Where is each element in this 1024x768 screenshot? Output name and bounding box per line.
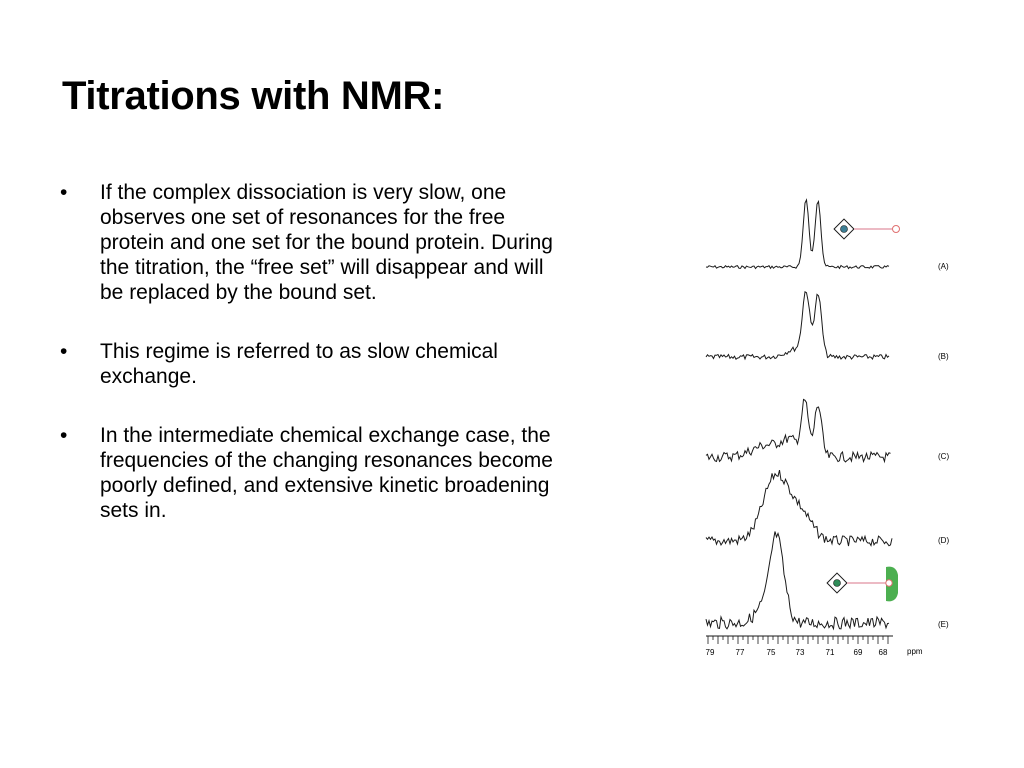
- axis-tick-label: 73: [795, 648, 805, 657]
- spectrum-label-e: (E): [938, 620, 949, 629]
- axis-tick-label: 71: [825, 648, 835, 657]
- bullet-line: If the complex dissociation is very slow, one: [100, 181, 507, 204]
- spectrum-trace-d: [706, 470, 892, 546]
- ppm-axis: [706, 636, 923, 657]
- nmr-spectra-svg: [696, 185, 976, 665]
- bullet-item: [60, 180, 660, 305]
- spectrum-label-d: (D): [938, 536, 950, 545]
- axis-tick-label: 77: [735, 648, 745, 657]
- bullet-dot: •: [60, 424, 68, 447]
- bullet-list: [60, 180, 660, 557]
- bullet-line: In the intermediate chemical exchange case, the: [100, 424, 551, 447]
- spectrum-label-c: (C): [938, 452, 950, 461]
- bullet-line: poorly defined, and extensive kinetic broadening: [100, 474, 550, 497]
- bullet-item: [60, 423, 660, 523]
- bullet-line: the titration, the “free set” will disappear and will: [100, 256, 544, 279]
- spectrum-traces: [706, 200, 892, 629]
- bullet-line: be replaced by the bound set.: [100, 281, 377, 304]
- bound-complex-icon: [827, 567, 898, 602]
- spectrum-trace-a: [706, 200, 889, 269]
- bullet-item: [60, 339, 660, 389]
- spectrum-trace-c: [706, 399, 891, 462]
- free-ligand-diamond-icon: [834, 219, 899, 239]
- bullet-line: This regime is referred to as slow chemical: [100, 340, 498, 363]
- bullet-dot: •: [60, 181, 68, 204]
- axis-tick-label: 68: [878, 648, 888, 657]
- bullet-line: sets in.: [100, 499, 167, 522]
- axis-ticks: [708, 636, 888, 644]
- bullet-line: exchange.: [100, 365, 197, 388]
- slide-title: Titrations with NMR:: [62, 74, 445, 118]
- axis-unit-label: ppm: [907, 647, 923, 656]
- bullet-dot: •: [60, 340, 68, 363]
- axis-tick-label: 69: [853, 648, 863, 657]
- spectrum-label-a: (A): [938, 262, 949, 271]
- spectrum-trace-e: [706, 532, 889, 629]
- bullet-line: observes one set of resonances for the free: [100, 206, 506, 229]
- spectrum-trace-b: [706, 292, 889, 359]
- spectrum-label-b: (B): [938, 352, 949, 361]
- bullet-line: protein and one set for the bound protein. During: [100, 231, 553, 254]
- axis-tick-label: 79: [705, 648, 715, 657]
- nmr-spectra-figure: [696, 185, 976, 665]
- axis-tick-label: 75: [766, 648, 776, 657]
- bullet-line: frequencies of the changing resonances become: [100, 449, 553, 472]
